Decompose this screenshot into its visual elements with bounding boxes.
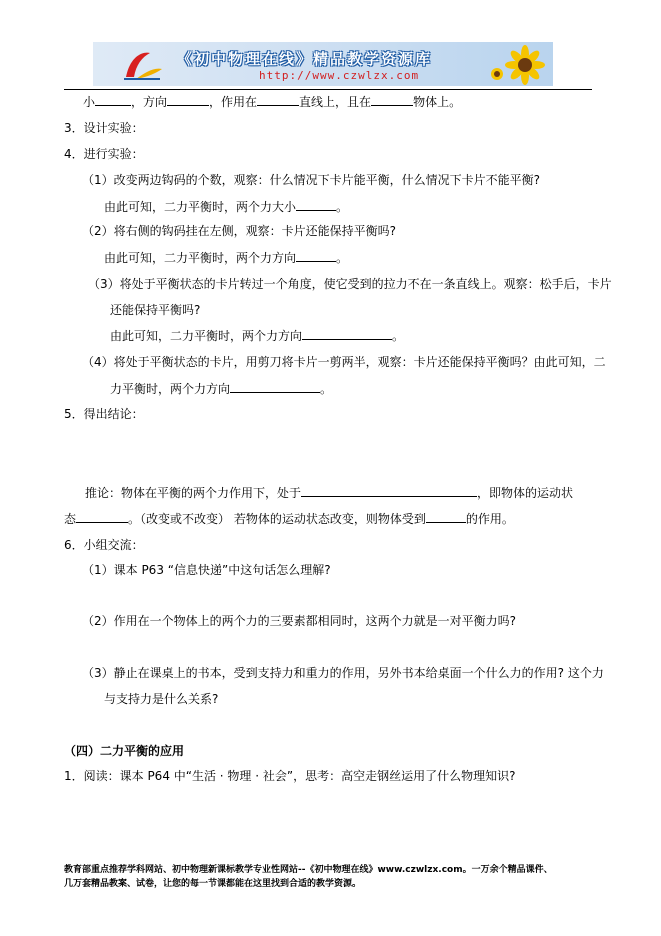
item-group-discussion: 6．小组交流： <box>64 538 144 552</box>
fill-blank[interactable] <box>371 93 413 106</box>
fill-blank[interactable] <box>301 484 477 497</box>
fill-blank[interactable] <box>230 380 320 393</box>
line-force-elements: 小 ，方向 ，作用在 直线上，且在 物体上。 <box>83 95 462 109</box>
inference-line-1: 推论：物体在平衡的两个力作用下，处于 ，即物体的运动状 <box>85 486 574 500</box>
item-design-experiment: 3．设计实验： <box>64 121 144 135</box>
sunflower-icon <box>487 44 547 86</box>
fill-blank[interactable] <box>95 93 131 106</box>
footer-line-1: 教育部重点推荐学科网站、初中物理新课标教学专业性网站--《初中物理在线》www.czwlzx.com。一万余个精品课件、 <box>64 865 553 875</box>
fill-blank[interactable] <box>426 510 466 523</box>
question-2-conclusion: 由此可知，二力平衡时，两个力方向 。 <box>104 251 349 265</box>
fill-blank[interactable] <box>257 93 299 106</box>
fill-blank[interactable] <box>76 510 128 523</box>
group-question-1: （1）课本 P63 “信息快递”中这句话怎么理解? <box>82 563 331 577</box>
question-1: （1）改变两边钩码的个数，观察：什么情况下卡片能平衡，什么情况下卡片不能平衡? <box>82 173 541 187</box>
question-3-conclusion: 由此可知，二力平衡时，两个力方向 。 <box>110 329 405 343</box>
site-title: 《初中物理在线》精品教学资源库 <box>177 50 433 68</box>
group-question-3: （3）静止在课桌上的书本，受到支持力和重力的作用，另外书本给桌面一个什么力的作用? 这个力 <box>82 666 604 680</box>
header-divider <box>64 89 592 90</box>
item-conduct-experiment: 4．进行实验： <box>64 147 144 161</box>
header-banner <box>93 42 553 86</box>
inference-line-2: 态 。（改变或不改变） 若物体的运动状态改变，则物体受到 的作用。 <box>64 512 514 526</box>
question-3: （3）将处于平衡状态的卡片转过一个角度，使它受到的拉力不在一条直线上。观察：松手后，卡片 <box>88 277 612 291</box>
footer-line-2: 几万套精品教案、试卷，让您的每一节课都能在这里找到合适的教学资源。 <box>64 879 362 889</box>
site-logo-icon <box>120 47 166 83</box>
group-question-3-cont: 与支持力是什么关系? <box>104 692 219 706</box>
question-2: （2）将右侧的钩码挂在左侧，观察：卡片还能保持平衡吗? <box>82 224 397 238</box>
site-url[interactable]: http://www.czwlzx.com <box>259 69 420 82</box>
fill-blank[interactable] <box>296 249 336 262</box>
question-4-cont: 力平衡时，两个力方向 。 <box>110 382 333 396</box>
question-3-cont: 还能保持平衡吗? <box>110 303 201 317</box>
group-question-2: （2）作用在一个物体上的两个力的三要素都相同时，这两个力就是一对平衡力吗? <box>82 614 517 628</box>
question-4: （4）将处于平衡状态的卡片，用剪刀将卡片一剪两半，观察：卡片还能保持平衡吗？由此可知，二 <box>82 355 606 369</box>
question-1-conclusion: 由此可知，二力平衡时，两个力大小 。 <box>104 200 349 214</box>
item-conclusion: 5．得出结论： <box>64 407 144 421</box>
fill-blank[interactable] <box>296 198 336 211</box>
fill-blank[interactable] <box>167 93 209 106</box>
application-1: 1．阅读：课本 P64 中“生活 · 物理 · 社会”，思考：高空走钢丝运用了什么物理知识? <box>64 769 516 783</box>
section-4-title: （四）二力平衡的应用 <box>64 744 185 758</box>
fill-blank[interactable] <box>302 327 392 340</box>
